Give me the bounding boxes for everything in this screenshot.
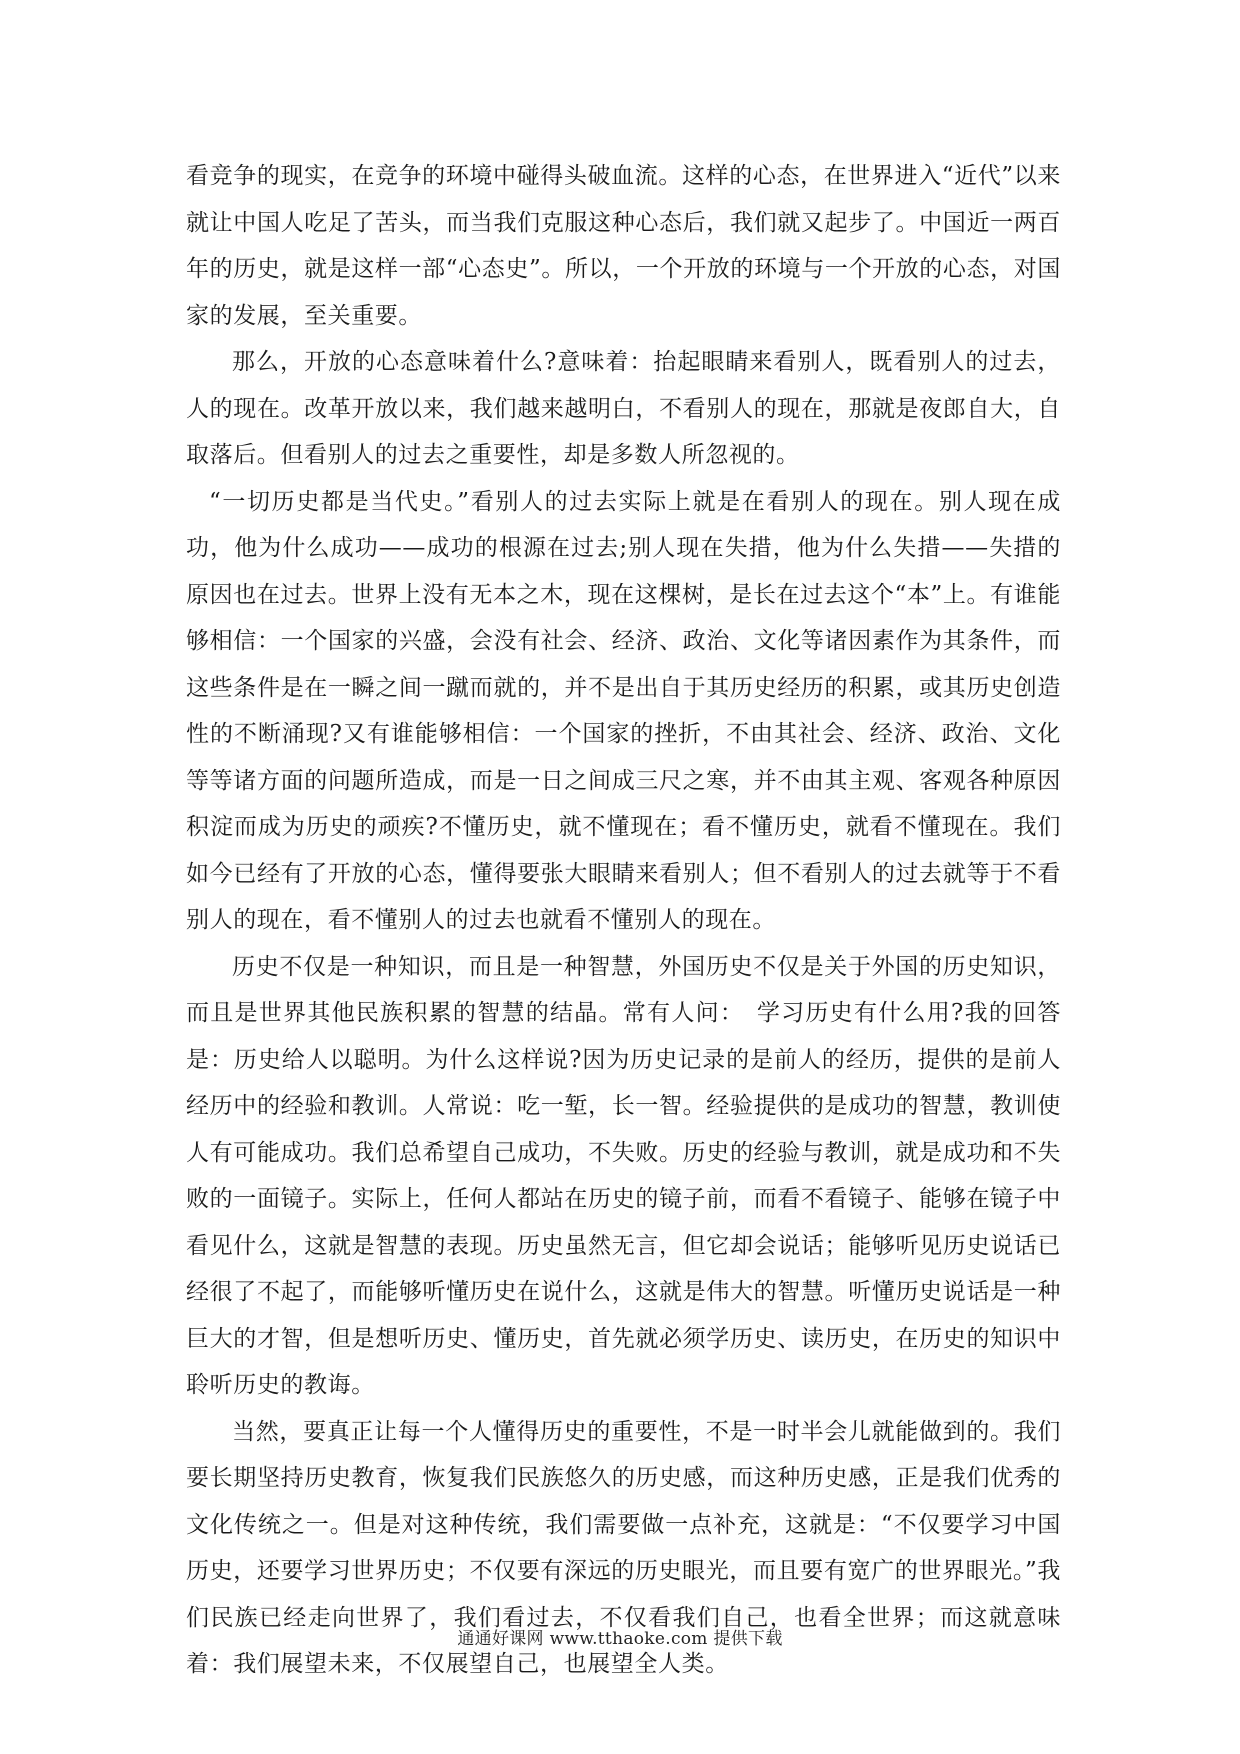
paragraph-2: 那么，开放的心态意味着什么?意味着：抬起眼睛来看别人，既看别人的过去，人的现在。改革开放以来，我们越来越明白，不看别人的现在，那就是夜郎自大，自取落后。但看别人的过去之重要性，却是多数人所忽视的。	[186, 349, 1061, 468]
page-footer: 通通好课网 www.tthaoke.com 提供下载	[457, 1629, 783, 1649]
paragraph-4: 历史不仅是一种知识，而且是一种智慧，外国历史不仅是关于外国的历史知识，而且是世界其他民族积累的智慧的结晶。常有人问： 学习历史有什么用?我的回答是：历史给人以聪明。为什么这样说?因为历史记录的是前人的经历，提供的是前人经历中的经验和教训。人常说：吃一堑，长一智。经验提供的是成功的智慧，教训使人有可能成功。我们总希望自己成功，不失败。历史的经验与教训，就是成功和不失败的一面镜子。实际上，任何人都站在历史的镜子前，而看不看镜子、能够在镜子中看见什么，这就是智慧的表现。历史虽然无言，但它却会说话；能够听见历史说话已经很了不起了，而能够听懂历史在说什么，这就是伟大的智慧。听懂历史说话是一种巨大的才智，但是想听历史、懂历史，首先就必须学历史、读历史，在历史的知识中聆听历史的教诲。	[186, 953, 1061, 1398]
paragraph-1: 看竞争的现实，在竞争的环境中碰得头破血流。这样的心态，在世界进入“近代”以来就让中国人吃足了苦头，而当我们克服这种心态后，我们就又起步了。中国近一两百年的历史，就是这样一部“心态史”。所以，一个开放的环境与一个开放的心态，对国家的发展，至关重要。	[186, 163, 1061, 329]
paragraph-5: 当然，要真正让每一个人懂得历史的重要性，不是一时半会儿就能做到的。我们要长期坚持历史教育，恢复我们民族悠久的历史感，而这种历史感，正是我们优秀的文化传统之一。但是对这种传统，我们需要做一点补充，这就是：“不仅要学习中国历史，还要学习世界历史；不仅要有深远的历史眼光，而且要有宽广的世界眼光。”我们民族已经走向世界了，我们看过去，不仅看我们自己，也看全世界；而这就意味着：我们展望未来，不仅展望自己，也展望全人类。	[186, 1418, 1061, 1677]
body-text	[186, 153, 1061, 1688]
paragraph-3: “一切历史都是当代史。”看别人的过去实际上就是在看别人的现在。别人现在成功，他为什么成功——成功的根源在过去;别人现在失措，他为什么失措——失措的原因也在过去。世界上没有无本之木，现在这棵树，是长在过去这个“本”上。有谁能够相信：一个国家的兴盛，会没有社会、经济、政治、文化等诸因素作为其条件，而这些条件是在一瞬之间一蹴而就的，并不是出自于其历史经历的积累，或其历史创造性的不断涌现?又有谁能够相信：一个国家的挫折，不由其社会、经济、政治、文化等等诸方面的问题所造成，而是一日之间成三尺之寒，并不由其主观、客观各种原因积淀而成为历史的顽疾?不懂历史，就不懂现在；看不懂历史，就看不懂现在。我们如今已经有了开放的心态，懂得要张大眼睛来看别人；但不看别人的过去就等于不看别人的现在，看不懂别人的过去也就看不懂别人的现在。	[186, 488, 1061, 933]
